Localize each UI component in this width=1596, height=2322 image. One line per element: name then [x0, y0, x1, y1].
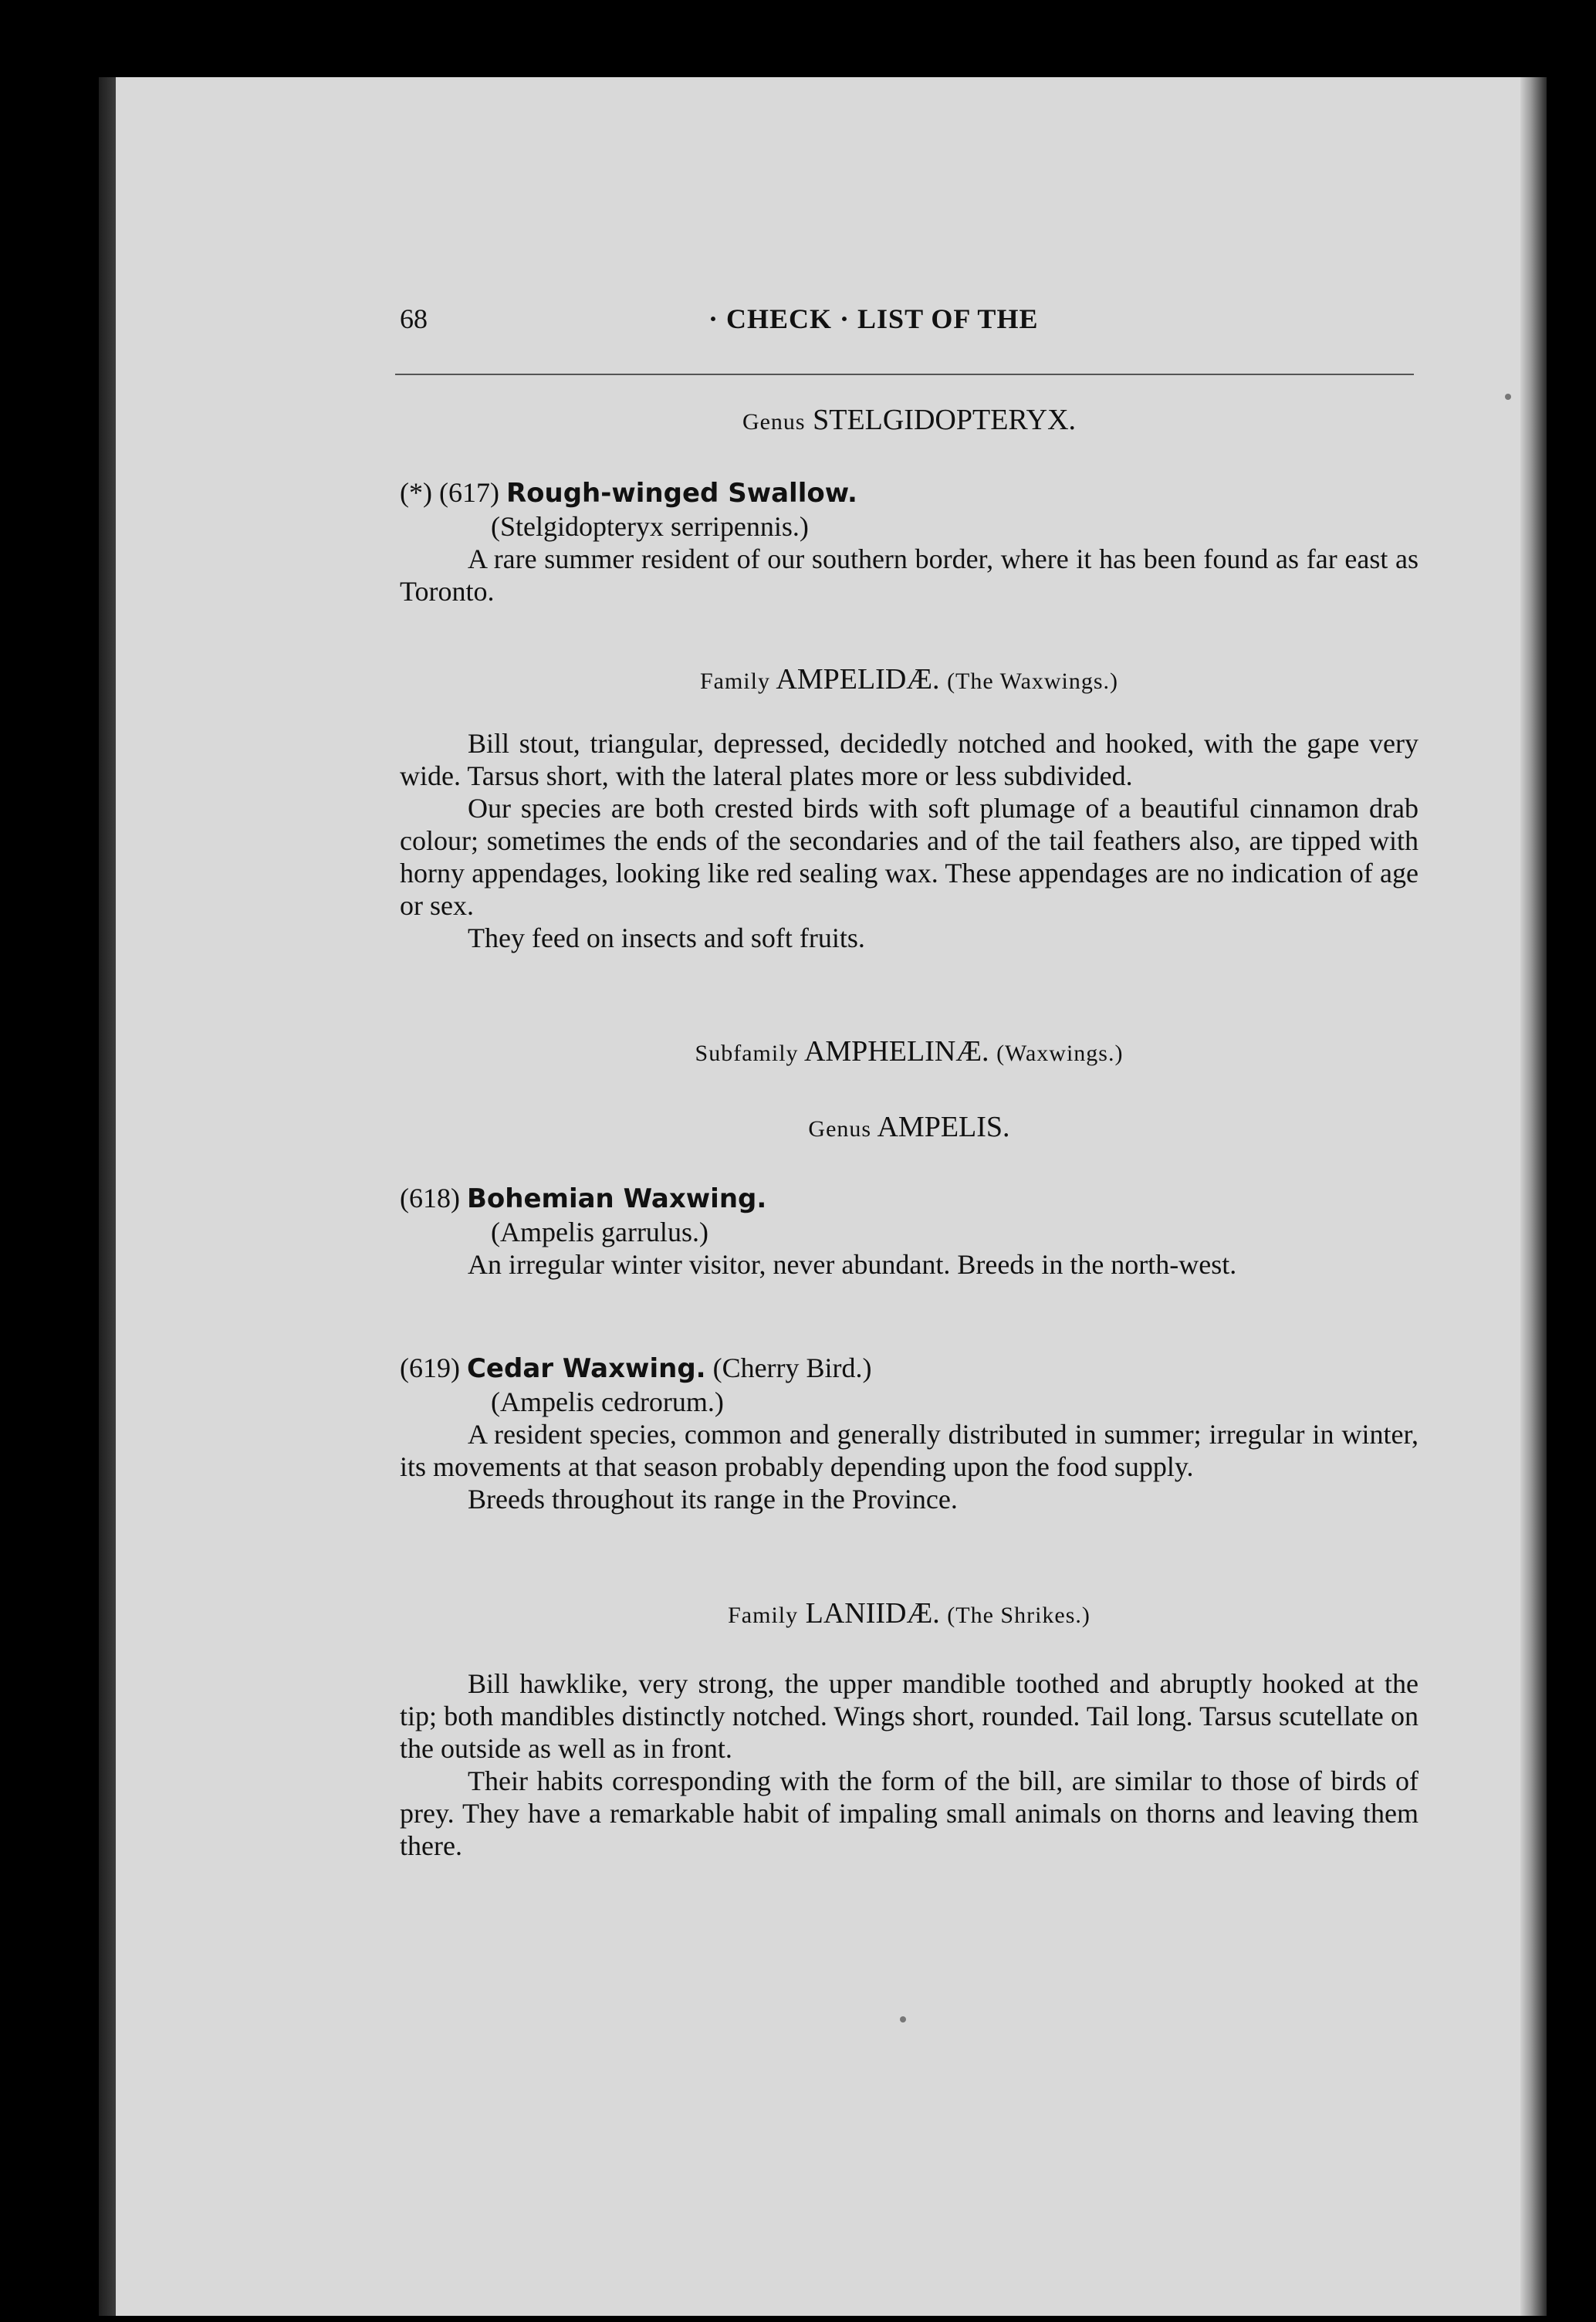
- genus-name: STELGIDOPTERYX.: [813, 404, 1077, 436]
- entry-description: A rare summer resident of our southern border, where it has been found as far east as Toronto.: [400, 543, 1418, 607]
- genus-heading-stelgidopteryx: [400, 401, 1418, 441]
- genus-label: Genus: [808, 1116, 872, 1142]
- page-gutter-shadow: [1520, 77, 1547, 2316]
- subfamily-heading-ampelinae: [400, 1033, 1418, 1072]
- entry-marker: (*): [400, 477, 432, 508]
- species-entry-619: [400, 1351, 1418, 1515]
- family-name: LANIIDÆ.: [805, 1597, 940, 1630]
- description-paragraph: They feed on insects and soft fruits.: [468, 922, 865, 953]
- scan-speck: [1505, 394, 1511, 400]
- genus-name: AMPELIS.: [877, 1111, 1010, 1143]
- entry-title-line: [400, 1351, 1418, 1386]
- entry-number: (619): [400, 1352, 460, 1383]
- subfamily-common-name: (Waxwings.): [996, 1041, 1124, 1066]
- scientific-name: (Stelgidopteryx serripennis.): [491, 511, 809, 542]
- header-rule: [395, 374, 1414, 375]
- description-paragraph: Our species are both crested birds with soft plumage of a beautiful cinnamon drab colour; sometimes the ends of the secondaries and of the tail feathers also, are tipped with horny appendages, looking like red sealing wax. These appendages are no indication of age or sex.: [400, 793, 1418, 921]
- subfamily-name: AMPHELINÆ.: [803, 1035, 989, 1068]
- family-common-name: (The Shrikes.): [947, 1603, 1090, 1628]
- entry-description: An irregular winter visitor, never abundant. Breeds in the north-west.: [468, 1249, 1237, 1280]
- family-name: AMPELIDÆ.: [776, 663, 940, 696]
- alternate-name: (Cherry Bird.): [712, 1352, 872, 1383]
- entry-description: Breeds throughout its range in the Province.: [468, 1484, 958, 1515]
- description-paragraph: Bill stout, triangular, depressed, decidedly notched and hooked, with the gape very wide. Tarsus short, with the lateral plates more or less subdivided.: [400, 728, 1418, 791]
- entry-description: A resident species, common and generally distributed in summer; irregular in winter, its movements at that season probably depending upon the food supply.: [400, 1419, 1418, 1482]
- common-name: Bohemian Waxwing.: [466, 1183, 767, 1214]
- species-entry-618: [400, 1181, 1418, 1281]
- family-label: Family: [699, 669, 770, 694]
- running-head: [400, 303, 1418, 341]
- description-paragraph: Bill hawklike, very strong, the upper mandible toothed and abruptly hooked at the tip; both mandibles distinctly notched. Wings short, rounded. Tail long. Tarsus scutellate on the outside as well as in front.: [400, 1668, 1418, 1764]
- scan-speck: [900, 2016, 906, 2022]
- page-number: 68: [400, 303, 428, 334]
- species-entry-617: [400, 476, 1418, 608]
- subfamily-label: Subfamily: [695, 1041, 799, 1066]
- entry-title-line: [400, 1181, 1418, 1216]
- common-name: Cedar Waxwing.: [466, 1353, 706, 1384]
- genus-label: Genus: [742, 409, 806, 435]
- family-heading-ampelidae: [400, 661, 1418, 700]
- entry-number: (617): [438, 477, 499, 508]
- family-label: Family: [728, 1603, 799, 1628]
- family-common-name: (The Waxwings.): [947, 669, 1119, 694]
- entry-title-line: [400, 476, 1418, 510]
- running-title: · CHECK · LIST OF THE: [708, 303, 1039, 334]
- common-name: Rough-winged Swallow.: [506, 478, 857, 509]
- scientific-name: (Ampelis garrulus.): [491, 1217, 708, 1247]
- description-paragraph: Their habits corresponding with the form of the bill, are similar to those of birds of prey. They have a remarkable habit of impaling small animals on thorns and leaving them there.: [400, 1765, 1418, 1861]
- family-ampelidae-description: [400, 727, 1418, 954]
- family-heading-laniidae: [400, 1595, 1418, 1634]
- entry-number: (618): [400, 1183, 460, 1213]
- genus-heading-ampelis: [400, 1109, 1418, 1148]
- scientific-name: (Ampelis cedrorum.): [491, 1386, 724, 1417]
- family-laniidae-description: [400, 1667, 1418, 1862]
